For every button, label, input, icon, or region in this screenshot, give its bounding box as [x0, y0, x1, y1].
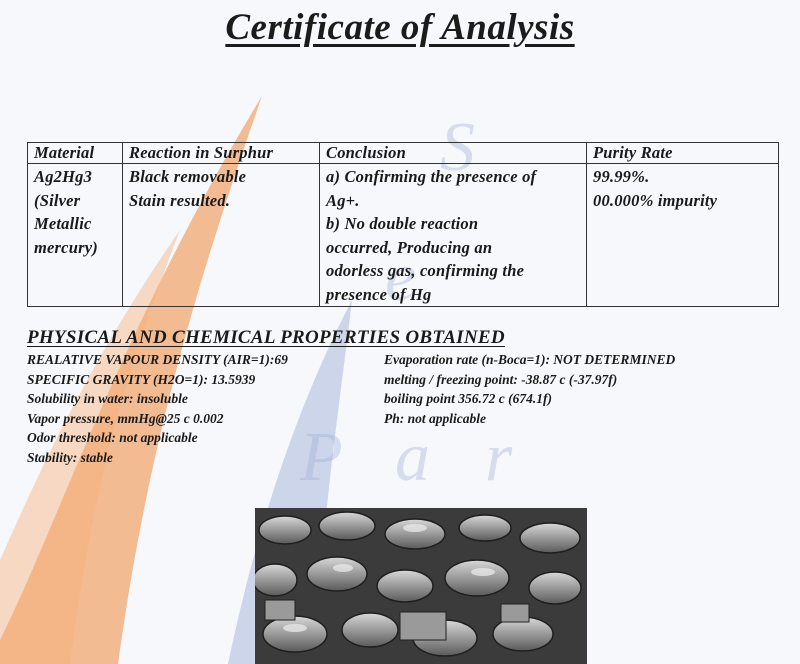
- property-line: REALATIVE VAPOUR DENSITY (AIR=1):69: [27, 352, 288, 367]
- flask-shape: [259, 516, 311, 544]
- flask-label: [501, 604, 529, 622]
- watermark-letter: P: [300, 419, 343, 496]
- cell-reaction: Black removable Stain resulted.: [123, 164, 320, 307]
- watermark-letter: r: [485, 419, 513, 496]
- cell-conclusion: a) Confirming the presence of Ag+. b) No double reaction occurred, Producing an odorless gas, confirming the presence of Hg: [320, 164, 587, 307]
- property-line: boiling point 356.72 c (674.1f): [384, 391, 552, 406]
- table-header-row: [28, 143, 779, 164]
- flask-label: [400, 612, 446, 640]
- cell-purity: 99.99%. 00.000% impurity: [587, 164, 779, 307]
- flask-shape: [319, 512, 375, 540]
- flask-shape: [520, 523, 580, 553]
- properties-left-column: [27, 350, 288, 467]
- flask-shape: [342, 613, 398, 647]
- property-line: SPECIFIC GRAVITY (H2O=1): 13.5939: [27, 371, 256, 387]
- cell-material: Ag2Hg3 (Silver Metallic mercury): [28, 164, 123, 307]
- watermark-letter: S: [440, 109, 475, 186]
- flask-shape: [385, 519, 445, 549]
- property-line: Vapor pressure, mmHg@25 c 0.002: [27, 410, 224, 426]
- property-line: melting / freezing point: -38.87 c (-37.97f): [384, 371, 618, 387]
- column-header-purity: Purity Rate: [587, 143, 779, 164]
- watermark-letter: e: [385, 239, 417, 316]
- property-line: Ph: not applicable: [384, 410, 486, 426]
- flask-highlight: [333, 564, 353, 572]
- flask-highlight: [403, 524, 427, 532]
- property-line: Odor threshold: not applicable: [27, 430, 198, 445]
- flask-highlight: [283, 624, 307, 632]
- column-header-conclusion: Conclusion: [320, 143, 587, 164]
- property-line: Evaporation rate (n-Boca=1): NOT DETERMINED: [384, 352, 676, 367]
- property-line: Solubility in water: insoluble: [27, 391, 188, 406]
- flask-shape: [255, 564, 297, 596]
- table-row: [28, 164, 779, 307]
- flask-highlight: [471, 568, 495, 576]
- flask-shape: [529, 572, 581, 604]
- flask-shape: [459, 515, 511, 541]
- mercury-flasks-photo: [255, 508, 587, 664]
- properties-right-column: [384, 350, 675, 428]
- property-line: Stability: stable: [27, 449, 113, 465]
- analysis-table: [27, 142, 779, 307]
- watermark-letter: a: [395, 419, 430, 496]
- flask-shape: [377, 570, 433, 602]
- certificate-title: Certificate of Analysis: [225, 7, 575, 48]
- flask-shape: [263, 616, 327, 652]
- flask-shape: [307, 557, 367, 591]
- flask-label: [265, 600, 295, 620]
- properties-heading: PHYSICAL AND CHEMICAL PROPERTIES OBTAINED: [27, 327, 505, 348]
- column-header-reaction: Reaction in Surphur: [123, 143, 320, 164]
- column-header-material: Material: [28, 143, 123, 164]
- flask-shape: [445, 560, 509, 596]
